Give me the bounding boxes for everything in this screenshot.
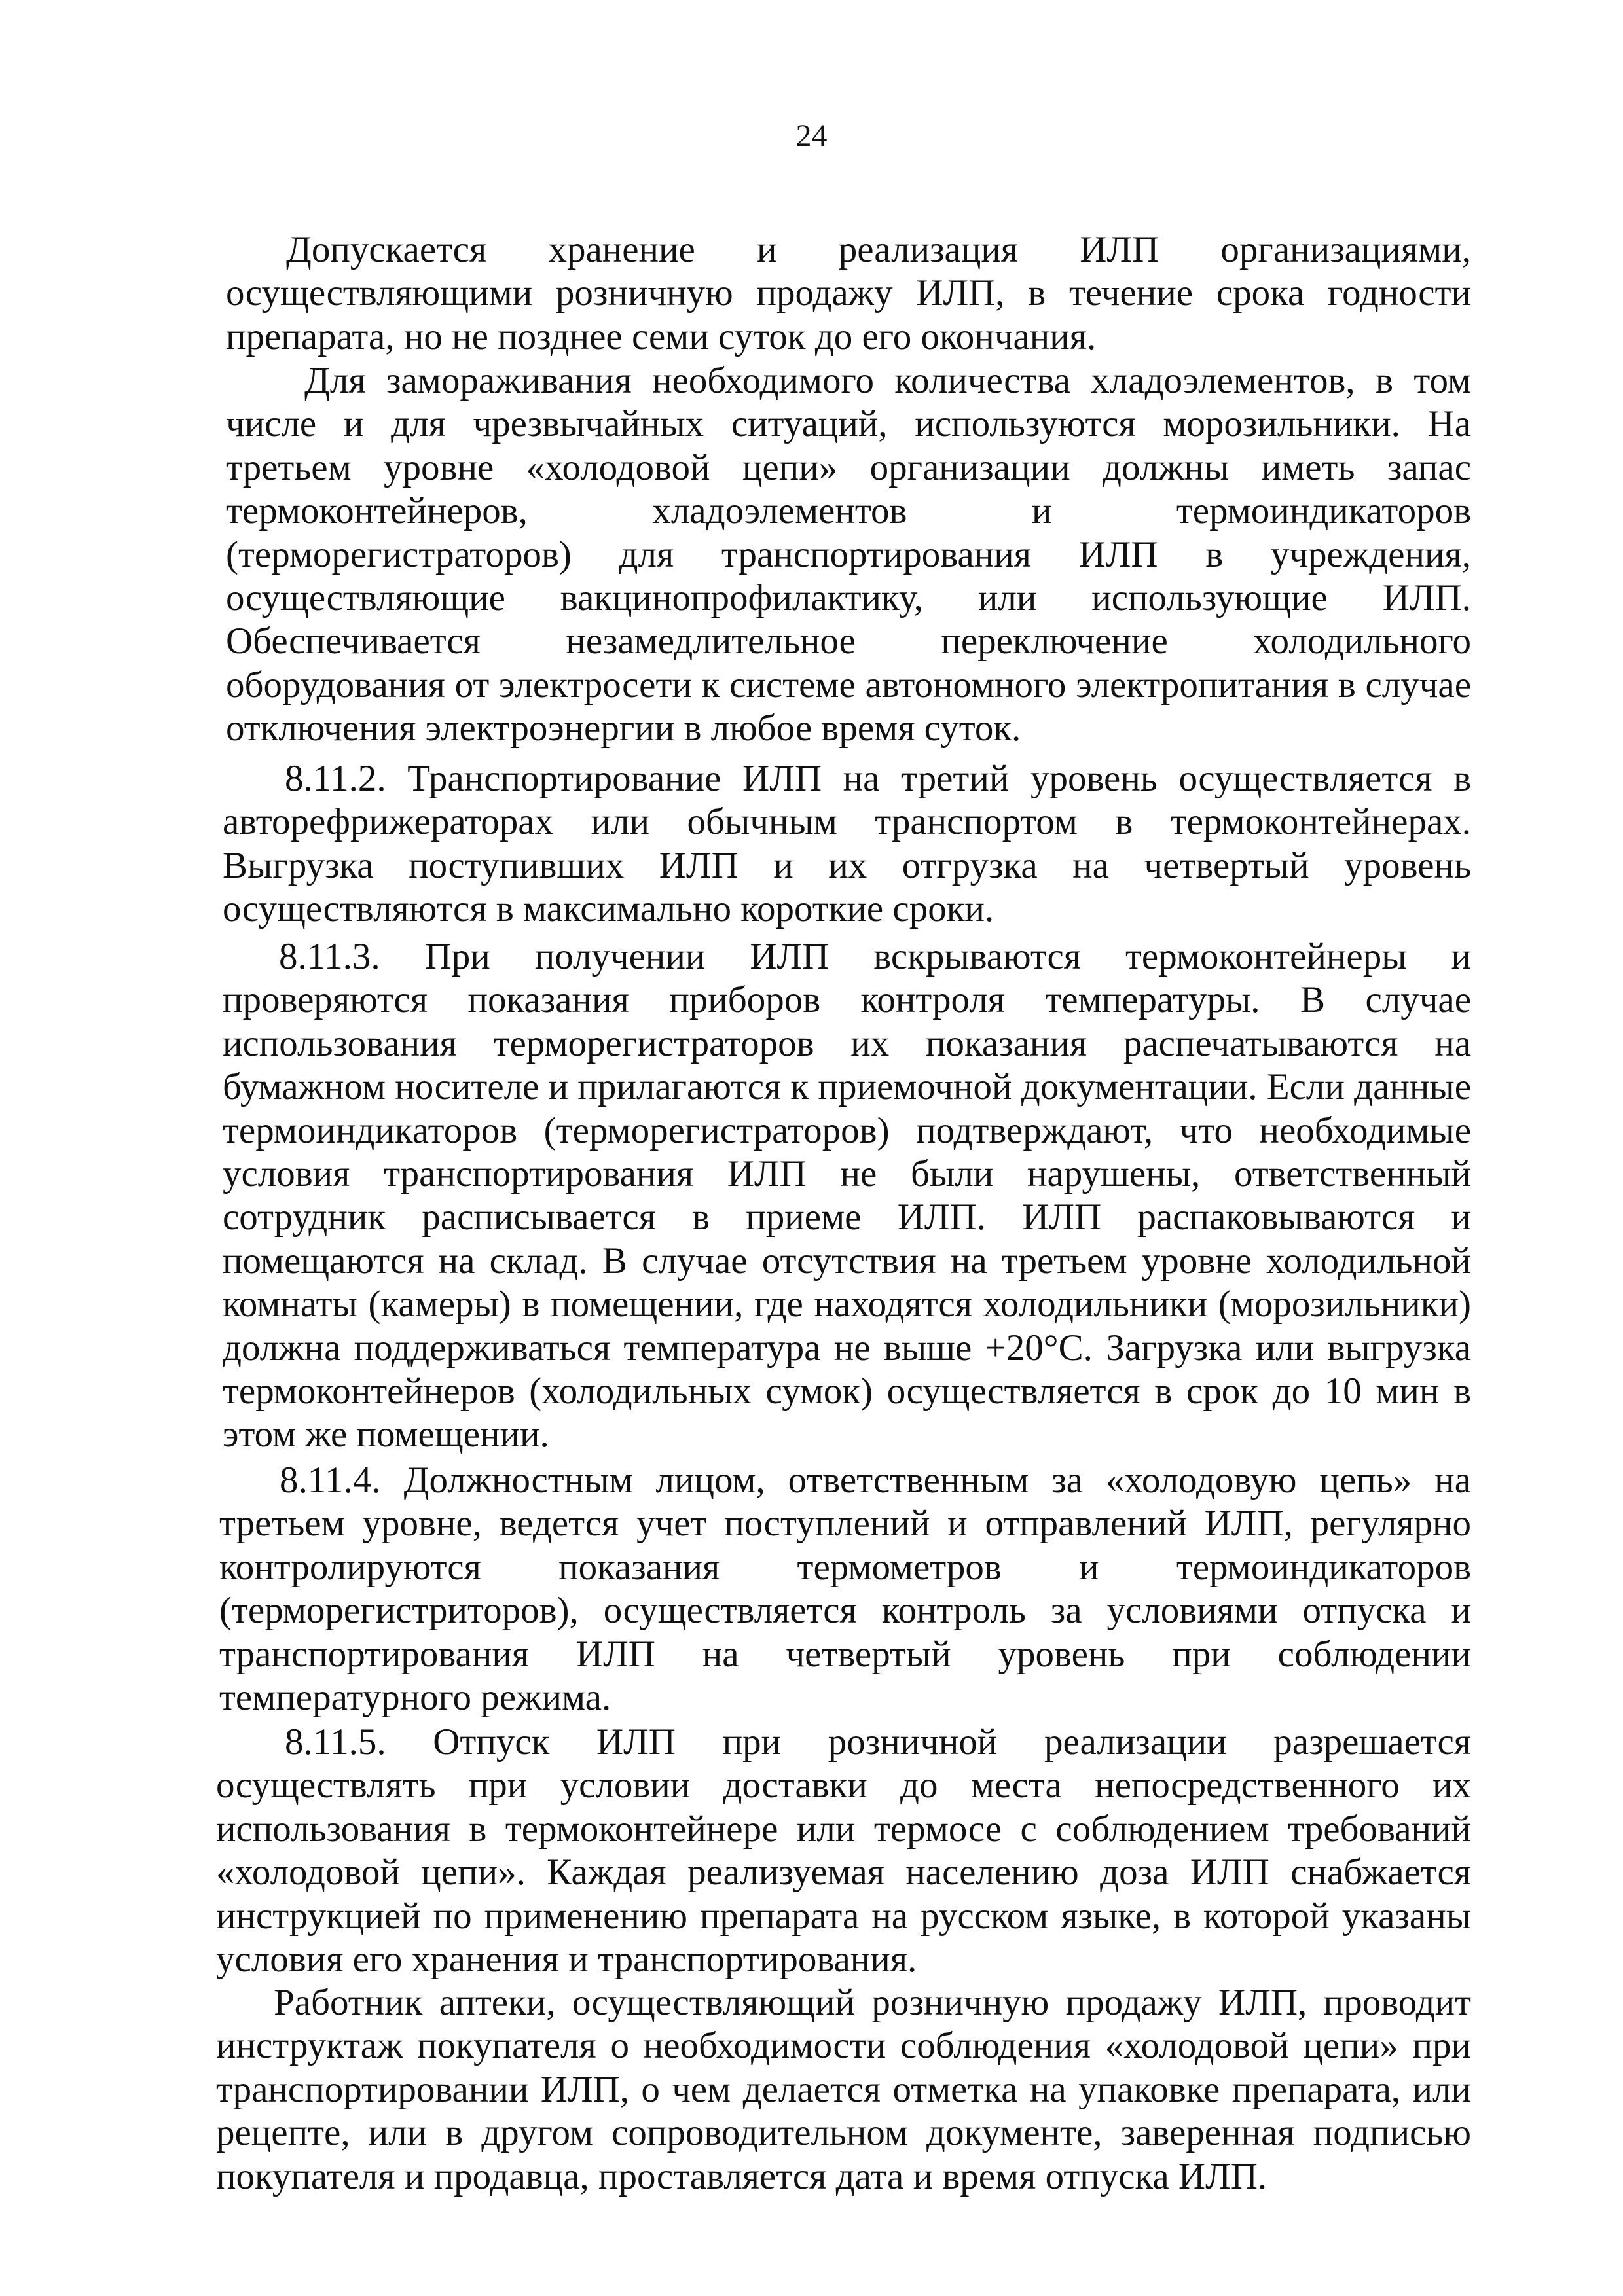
paragraph-section-8-11-2: 8.11.2. Транспортирование ИЛП на третий уровень осуществляется в авторефрижераторах или обычным транспортом в термоконтейнерах. Выгрузка поступивших ИЛП и их отгрузка на четвертый уровень осуществляются в максимально короткие сроки. [223,758,1471,930]
paragraph-freezers-and-reserve: Для замораживания необходимого количества хладоэлементов, в том числе и для чрезвычайных ситуаций, используются морозильники. На третьем уровне «холодовой цепи» организации должны иметь запас термоконтейнеров, хладоэлементов и термоиндикаторов (терморегистраторов) для транспортирования ИЛП в учреждения, осуществляющие вакцинопрофилактику, или использующие ИЛП. Обеспечивается незамедлительное переключение холодильного оборудования от электросети к системе автономного электропитания в случае отключения электроэнергии в любое время суток. [226,360,1471,749]
paragraph-section-8-11-3: 8.11.3. При получении ИЛП вскрываются термоконтейнеры и проверяются показания приборов контроля температуры. В случае использования терморегистраторов их показания распечатываются на бумажном носителе и прилагаются к приемочной документации. Если данные термоиндикаторов (терморегистраторов) подтверждают, что необходимые условия транспортирования ИЛП не были нарушены, ответственный сотрудник расписывается в приеме ИЛП. ИЛП распаковываются и помещаются на склад. В случае отсутствия на третьем уровне холодильной комнаты (камеры) в помещении, где находятся холодильники (морозильники) должна поддерживаться температура не выше +20°С. Загрузка или выгрузка термоконтейнеров (холодильных сумок) осуществляется в срок до 10 мин в этом же помещении. [223,936,1471,1456]
paragraph-section-8-11-4: 8.11.4. Должностным лицом, ответственным за «холодовую цепь» на третьем уровне, ведется учет поступлений и отправлений ИЛП, регулярно контролируются показания термометров и термоиндикаторов (терморегистриторов), осуществляется контроль за условиями отпуска и транспортирования ИЛП на четвертый уровень при соблюдении температурного режима. [219,1460,1471,1719]
paragraph-section-8-11-5: 8.11.5. Отпуск ИЛП при розничной реализации разрешается осуществлять при условии доставки до места непосредственного их использования в термоконтейнере или термосе с соблюдением требований «холодовой цепи». Каждая реализуемая населению доза ИЛП снабжается инструкцией по применению препарата на русском языке, в которой указаны условия его хранения и транспортирования. [216,1721,1471,1981]
paragraph-storage-at-retail: Допускается хранение и реализация ИЛП организациями, осуществляющими розничную продажу ИЛП, в течение срока годности препарата, но не позднее семи суток до его окончания. [226,229,1471,357]
paragraph-pharmacy-instruction: Работник аптеки, осуществляющий розничную продажу ИЛП, проводит инструктаж покупателя о необходимости соблюдения «холодовой цепи» при транспортировании ИЛП, о чем делается отметка на упаковке препарата, или рецепте, или в другом сопроводительном документе, заверенная подписью покупателя и продавца, проставляется дата и время отпуска ИЛП. [216,1982,1471,2197]
page-number: 24 [795,118,828,153]
